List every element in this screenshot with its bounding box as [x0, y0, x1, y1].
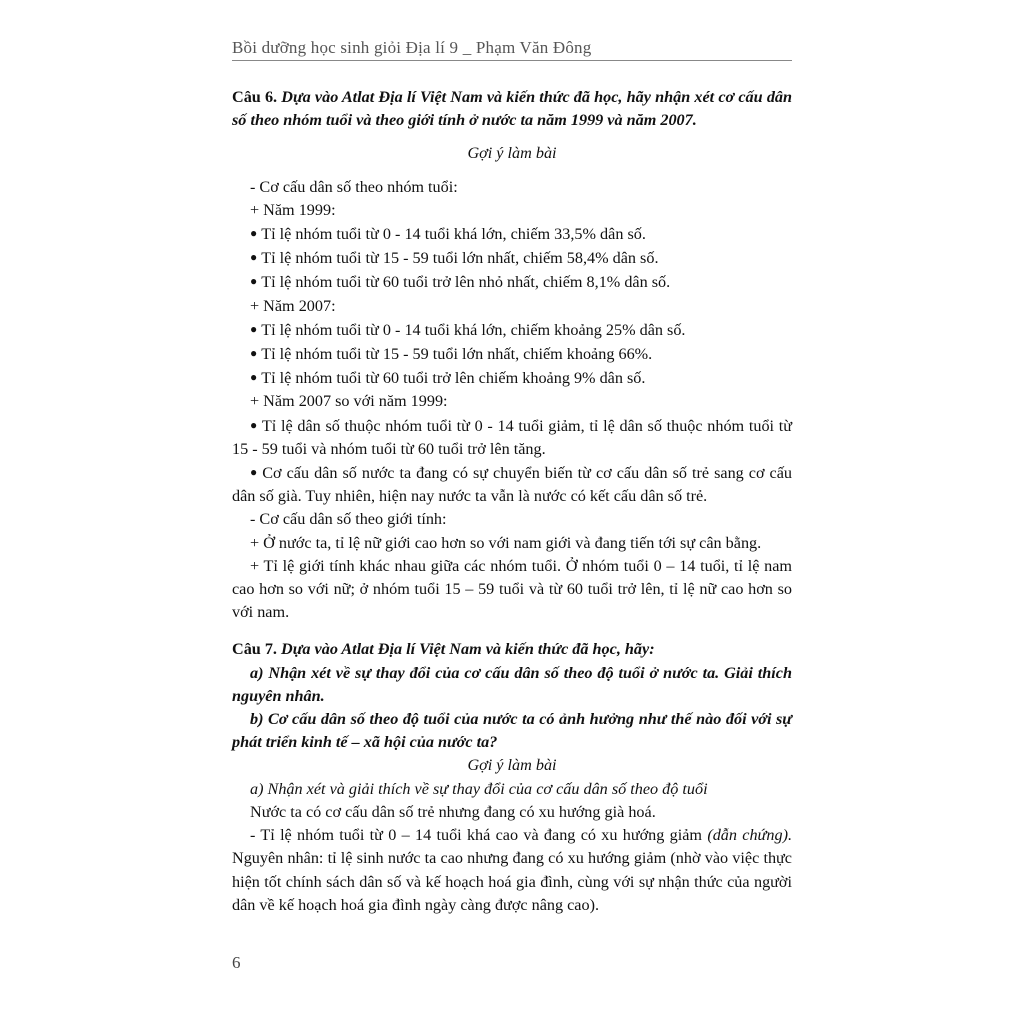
question-7-number: Câu 7.: [232, 640, 277, 659]
q6-bullet-line: ● Tỉ lệ nhóm tuổi từ 60 tuổi trở lên nhỏ nhất, chiếm 8,1% dân số.: [250, 273, 671, 292]
q6-line: - Cơ cấu dân số theo nhóm tuổi:: [250, 177, 458, 196]
bullet-icon: ●: [250, 250, 258, 265]
q6-bullet-line: ● Tỉ lệ nhóm tuổi từ 60 tuổi trở lên chiếm khoảng 9% dân số.: [250, 369, 646, 388]
question-7: [232, 638, 792, 661]
q6-bullet-line: ● Tỉ lệ nhóm tuổi từ 15 - 59 tuổi lớn nhất, chiếm 58,4% dân số.: [250, 249, 659, 268]
q6-bullet-line: ● Tỉ lệ nhóm tuổi từ 15 - 59 tuổi lớn nhất, chiếm khoảng 66%.: [250, 345, 653, 364]
question-7-part-b: b) Cơ cấu dân số theo độ tuổi của nước ta có ảnh hưởng như thế nào đối với sự phát triển kinh tế – xã hội của nước ta?: [232, 710, 792, 752]
q6-line: - Cơ cấu dân số theo giới tính:: [250, 510, 447, 529]
q6-bullet-paragraph: ● Cơ cấu dân số nước ta đang có sự chuyển biến từ cơ cấu dân số trẻ sang cơ cấu dân số già. Tuy nhiên, hiện nay nước ta vẫn là nước có kết cấu dân số trẻ.: [232, 464, 792, 506]
bullet-icon: ●: [250, 465, 259, 480]
q6-line: + Năm 2007 so với năm 1999:: [250, 392, 448, 411]
q7-line: Nước ta có cơ cấu dân số trẻ nhưng đang có xu hướng già hoá.: [250, 802, 656, 821]
q6-bullet-line: ● Tỉ lệ nhóm tuổi từ 0 - 14 tuổi khá lớn, chiếm 33,5% dân số.: [250, 225, 646, 244]
running-header: Bồi dưỡng học sinh giỏi Địa lí 9 _ Phạm Văn Đông: [232, 38, 592, 57]
question-6: [232, 86, 792, 132]
hint-title-7: Gợi ý làm bài: [467, 756, 557, 775]
bullet-icon: ●: [250, 417, 258, 432]
question-6-number: Câu 6.: [232, 88, 278, 106]
q6-bullet-paragraph: ● Tỉ lệ dân số thuộc nhóm tuổi từ 0 - 14 tuổi giảm, tỉ lệ dân số thuộc nhóm tuổi từ 15 - 59 tuổi và nhóm tuổi từ 60 tuổi trở lên tăng.: [232, 416, 793, 458]
q6-paragraph: + Ở nước ta, tỉ lệ nữ giới cao hơn so với nam giới và đang tiến tới sự cân bằng.: [250, 533, 762, 552]
q6-bullet-line: ● Tỉ lệ nhóm tuổi từ 0 - 14 tuổi khá lớn, chiếm khoảng 25% dân số.: [250, 320, 686, 339]
question-7-text: Dựa vào Atlat Địa lí Việt Nam và kiến thức đã học, hãy:: [281, 640, 655, 659]
q6-paragraph: + Tỉ lệ giới tính khác nhau giữa các nhóm tuổi. Ở nhóm tuổi 0 – 14 tuổi, tỉ lệ nam cao hơn so với nữ; ở nhóm tuổi 15 – 59 tuổi và từ 60 tuổi trở lên, tỉ lệ nữ cao hơn so với nam.: [232, 556, 792, 622]
question-7-part-a: a) Nhận xét về sự thay đổi của cơ cấu dân số theo độ tuổi ở nước ta. Giải thích nguyên nhân.: [232, 663, 792, 705]
question-6-text: Dựa vào Atlat Địa lí Việt Nam và kiến thức đã học, hãy nhận xét cơ cấu dân số theo nhóm tuổi và theo giới tính ở nước ta năm 1999 và năm 2007.: [232, 88, 793, 130]
bullet-icon: ●: [250, 226, 258, 241]
q7-subheading-a: a) Nhận xét và giải thích về sự thay đổi của cơ cấu dân số theo độ tuổi: [250, 779, 708, 798]
header-divider: [232, 60, 792, 61]
bullet-icon: ●: [250, 274, 258, 289]
hint-title-6: Gợi ý làm bài: [467, 144, 557, 163]
page-content: [232, 86, 792, 917]
q6-line: + Năm 1999:: [250, 200, 336, 219]
bullet-icon: ●: [250, 321, 258, 336]
q7-paragraph: - Tỉ lệ nhóm tuổi từ 0 – 14 tuổi khá cao và đang có xu hướng giảm (dẫn chứng). Nguyên nhân: tỉ lệ sinh nước ta cao nhưng đang có xu hướng giảm (nhờ vào việc thực hiện tốt chính sách dân số và kế hoạch hoá gia đình, cùng với sự nhận thức của người dân về kế hoạch hoá gia đình ngày càng được nâng cao).: [232, 826, 793, 914]
q6-line: + Năm 2007:: [250, 296, 336, 315]
page-number: 6: [232, 953, 241, 972]
bullet-icon: ●: [250, 370, 258, 385]
bullet-icon: ●: [250, 346, 258, 361]
